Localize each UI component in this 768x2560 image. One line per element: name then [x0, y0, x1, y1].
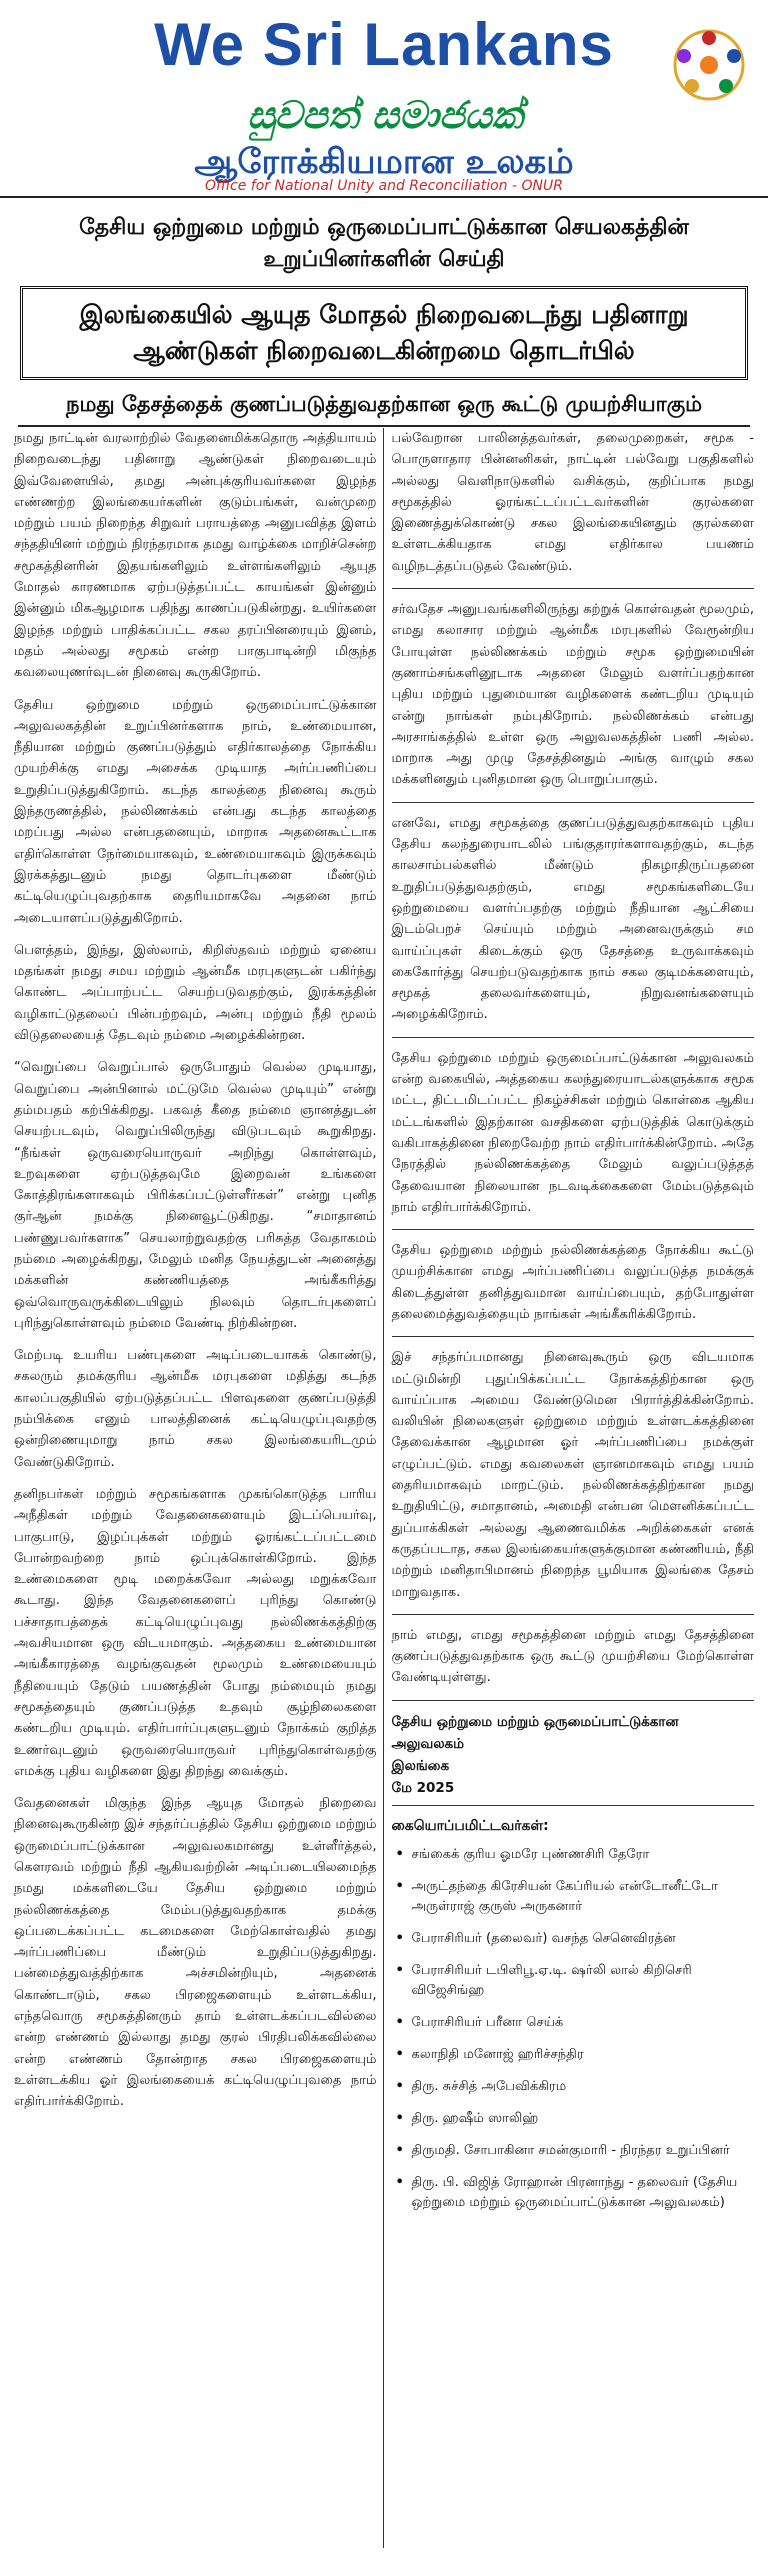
title-line-1: தேசிய ஒற்றுமை மற்றும் ஒருமைப்பாட்டுக்கான செயலகத்தின் — [79, 215, 689, 240]
signatory: • பேராசிரியர் (தலைவர்) வசந்த செனெவிரத்ன — [392, 1929, 755, 1949]
right-column — [384, 428, 755, 2548]
paragraph: மேற்படி உயரிய பண்புகளை அடிப்படையாகக் கொண்டு, சகலரும் தமக்குரிய ஆன்மீக மரபுகளை மதித்து கடந்த காலப்பகுதியில் ஏற்படுத்தப்பட்ட பிளவுகளை குணப்படுத்தி நம்பிக்கை எனும் பாலத்தினைக் கட்டியெழுப்புவதற்கு ஒன்றிணையுமாறு நாம் சகல இலங்கையரிடமும் வேண்டுகிறோம். — [14, 1348, 377, 1470]
org-name-line-1: தேசிய ஒற்றுமை மற்றும் ஒருமைப்பாட்டுக்கான — [391, 1713, 679, 1730]
signature-block — [392, 1711, 755, 1799]
tamil-logo-text: ஆரோக்கியமான உலகம் — [194, 142, 574, 182]
signatory: • திருமதி. சோபாகினா சமன்குமாரி - நிரந்தர உறுப்பினர் — [392, 2141, 755, 2161]
unity-hands-logo-icon — [670, 26, 748, 104]
article-columns — [14, 428, 754, 2548]
brand-title: We Sri Lankans — [154, 11, 614, 78]
signatory: • திரு. சுச்சித் அபேவிக்கிரம — [392, 2077, 755, 2097]
paragraph: நாம் எமது, எமது சமூகத்தினை மற்றும் எமது தேசத்தினை குணப்படுத்துவதற்காக ஒரு கூட்டு முயற்சியை மேற்கொள்ள வேண்டியுள்ளது. — [391, 1627, 754, 1686]
masthead — [0, 0, 768, 198]
paragraph: தேசிய ஒற்றுமை மற்றும் ஒருமைப்பாட்டுக்கான அலுவலகம் என்ற வகையில், அத்தகைய கலந்துரையாடல்களுக்காக சமூக மட்ட, திட்டமிடப்பட்ட நிகழ்ச்சிகள் மற்றும் கொள்கை ஆகிய மட்டங்களில் இதற்கான வசதிகளை ஏற்படுத்திக் கொடுக்கும் வகிபாகத்தினை நிறைவேற்ற நாம் எதிர்பார்க்கின்றோம். அதே நேரத்தில் நல்லிணக்கத்தை மேலும் வலுப்படுத்தத் தேவையான நிலையான நடவடிக்கைகளை மேம்படுத்தவும் நாம் எதிர்பார்க்கிறோம். — [391, 1050, 754, 1215]
divider — [392, 1037, 755, 1038]
paragraph: தனிநபர்கள் மற்றும் சமூகங்களாக முகங்கொடுத்த பாரிய அநீதிகள் மற்றும் வேதனைகளையும் இடப்பெயர்வு, பாகுபாடு, இழப்புக்கள் மற்றும் ஓரங்கட்டப்பட்டமை போன்றவற்றை நாம் ஒப்புக்கொள்கிறோம். இந்த உண்மைகளை மூடி மறைக்கவோ அல்லது மறுக்கவோ கூடாது. இந்த வேதனைகளைப் புரிந்து கொண்டு பச்சாதாபத்தைக் கட்டியெழுப்புவது நல்லிணக்கத்திற்கு அவசியமான ஒரு விடயமாகும். அத்தகைய உண்மையான அங்கீகாரத்தை வழங்குவதன் மூலமும் உண்மையையும் நீதியையும் தேடும் பயணத்தின் போது நம்மையும் நமது சமூகத்தையும் குணப்படுத்த உதவும் சூழ்நிலைகளை கண்டறிய முடியும். எதிர்பார்ப்புகளுடனும் நோக்கம் குறித்த உணர்வுடனும் ஒருவரையொருவர் புரிந்துகொள்வதற்கு எமக்கு புதிய வழிகளை இது திறந்து வைக்கும். — [14, 1486, 377, 1779]
paragraph: வேதனைகள் மிகுந்த இந்த ஆயுத மோதல் நிறைவை நினைவுகூருகின்ற இச் சந்தர்ப்பத்தில் தேசிய ஒற்றுமை மற்றும் ஒருமைப்பாட்டுக்கான அலுவலகமானது உள்ளீர்த்தல், கௌரவம் மற்றும் நீதி ஆகியவற்றின் அடிப்படையிலமைந்த நமது மக்களிடையே தேசிய ஒற்றுமை மற்றும் நல்லிணக்கத்தை மேம்படுத்துவதற்காக தமக்கு ஒப்படைக்கப்பட்ட கடமைகளை மேற்கொள்வதில் தமது அர்ப்பணிப்பை மீண்டும் உறுதிப்படுத்துகிறது. பன்மைத்துவத்திற்காக அச்சமின்றியும், அதனைக் கொண்டாடும், சகல பிரஜைகளையும் உள்ளடக்கிய, எந்தவொரு சமூகத்தினரும் தாம் உள்ளடக்கப்படவில்லை என்ற எண்ணம் இல்லாது தமது குரல் பிரதிபலிக்கவில்லை என்ற எண்ணம் தோன்றாத சகல பிரஜைகளையும் உள்ளடக்கிய ஓர் இலங்கையைக் கட்டியெழுப்புவதை நாம் எதிர்பார்க்கிறோம். — [14, 1796, 377, 2110]
divider — [392, 1614, 755, 1615]
org-name-line-2: அலுவலகம் — [391, 1735, 465, 1752]
paragraph: தேசிய ஒற்றுமை மற்றும் நல்லிணக்கத்தை நோக்கிய கூட்டு முயற்சிக்கான எமது அர்ப்பணிப்பை வலுப்படுத்த நமக்குக் கிடைத்துள்ள தனித்துவமான வாய்ப்பையும், தற்போதுள்ள தலைமைத்துவத்தையும் நாங்கள் அங்கீகரிக்கிறோம். — [391, 1243, 754, 1322]
signatory: • திரு. பி. விஜித் ரோஹான் பிரனாந்து - தலைவர் (தேசிய ஒற்றுமை மற்றும் ஒருமைப்பாட்டுக்கான அலுவலகம்) — [392, 2173, 755, 2213]
signatory: • கலாநிதி மனோஜ் ஹரிச்சந்திர — [392, 2045, 755, 2065]
country: இலங்கை — [391, 1757, 450, 1774]
sinhala-logo-text: සුවපත් සමාජයක් — [247, 92, 523, 137]
divider — [392, 1229, 755, 1230]
paragraph: சர்வதேச அனுபவங்களிலிருந்து கற்றுக் கொள்வதன் மூலமும், எமது கலாசார மற்றும் ஆன்மீக மரபுகளில் வேரூன்றிய போயுள்ள நல்லிணக்கம் மற்றும் சமூக ஒற்றுமையின் குணாம்சங்களினூடாக அதனை மேலும் வளர்ப்பதற்கான புதிய மற்றும் புதுமையான வழிகளைக் கண்டறிய முடியும் என்று நாங்கள் நம்புகிறோம். நல்லிணக்கம் என்பது அரசாங்கத்தில் உள்ள ஒரு அலுவலகத்தின் பணி அல்ல. மாறாக அது முழு தேசத்தினதும் அங்கு வாழும் சகல மக்களினதும் புனிதமான ஒரு பொறுப்பாகும். — [391, 602, 754, 788]
subheading: நமது தேசத்தைக் குணப்படுத்துவதற்கான ஒரு கூட்டு முயற்சியாகும் — [18, 392, 750, 427]
banner-line-2: ஆண்டுகள் நிறைவடைகின்றமை தொடர்பில் — [133, 336, 635, 365]
banner-line-1: இலங்கையில் ஆயுத மோதல் நிறைவடைந்து பதினாறு — [79, 300, 689, 329]
paragraph: பல்வேறான பாலினத்தவர்கள், தலைமுறைகள், சமூக - பொருளாதார பின்னனிகள், நாட்டின் பல்வேறு பகுதிகளில் அல்லது வெளிநாடுகளில் வசிக்கும், குறிப்பாக நமது சமூகத்தில் ஓரங்கட்டப்பட்டவர்களின் குரல்களை இணைத்துக்கொண்டு சகல இலங்கையினதும் குரல்களை உள்ளடக்கியதாக எமது எதிர்கால பயணம் வழிநடத்தப்படுதல் வேண்டும். — [391, 431, 754, 574]
headline-banner — [20, 286, 748, 380]
signatory: • பேராசிரியர் பரீனா செய்க் — [392, 2013, 755, 2033]
left-column — [14, 428, 384, 2548]
signatories-list — [392, 1845, 755, 2213]
paragraph: எனவே, எமது சமூகத்தை குணப்படுத்துவதற்காகவும் புதிய தேசிய கலந்துரையாடலில் பங்குதாரர்களாவதற்கும், கடந்த காலசாம்பல்களில் மீண்டும் நிகழாதிருப்பதனை உறுதிப்படுத்துவதற்கும், எமது சமூகங்களிடையே ஒற்றுமையை வளர்ப்பதற்கு மற்றும் நீதியான ஆட்சியை இடம்பெறச் செய்யும் மற்றும் அனைவருக்கும் சம வாய்ப்புகள் கிடைக்கும் ஒரு தேசத்தை உருவாக்கவும் கைகோர்த்து செயற்படுவதற்காக நாம் சகல குடிமக்களையும், சமூகத் தலைவர்களையும், நிறுவனங்களையும் அழைக்கிறோம். — [391, 815, 754, 1023]
divider — [392, 1336, 755, 1337]
divider — [392, 802, 755, 803]
document-title — [20, 212, 748, 276]
divider — [392, 1805, 755, 1806]
paragraph: தேசிய ஒற்றுமை மற்றும் ஒருமைப்பாட்டுக்கான அலுவலகத்தின் உறுப்பினர்களாக நாம், உண்மையான, நீதியான மற்றும் குணப்படுத்தும் எதிர்காலத்தை நோக்கிய முயற்சிக்கு எமது அசைக்க முடியாத அர்ப்பணிப்பை உறுதிப்படுத்துகிறோம். கடந்த காலத்தை நினைவு கூரும் இந்தருணத்தில், நல்லிணக்கம் என்பது கடந்த காலத்தை மறப்பது அல்ல என்பதனையும், மாறாக அதனைகூட்டாக எதிர்கொள்ள நேர்மையாகவும், உண்மையாகவும் இருக்கவும் இரக்கத்துடனும் நமது தொடர்புகளை மீண்டும் கட்டியெழுப்புவதற்காக தைரியமாகவே அதனை நாம் அடையாளப்படுத்துகிறோம். — [14, 697, 377, 926]
office-name: Office for National Unity and Reconciliation - ONUR — [205, 178, 563, 194]
divider — [392, 588, 755, 589]
signatories-title: கையொப்பமிட்டவர்கள்: — [391, 1817, 549, 1834]
paragraph: “வெறுப்பை வெறுப்பால் ஒருபோதும் வெல்ல முடியாது, வெறுப்பை அன்பினால் மட்டுமே வெல்ல முடியும்” என்று தம்மபதம் கற்பிக்கிறது. பகவத் கீதை நம்மை ஞானத்துடன் செயற்படவும், வெறுப்பிலிருந்து விடுபடவும் கூறுகிறது. “நீங்கள் ஒருவரையொருவர் அறிந்து கொள்ளவும், உறவுகளை ஏற்படுத்தவுமே இறைவன் உங்களை கோத்திரங்களாகவும் பிரிக்கப்பட்டுள்ளீர்கள்” என்று புனித குர்ஆன் நமக்கு நினைவூட்டுகிறது. “சமாதானம் பண்ணுபவர்களாக” செயலாற்றுவதற்கு பரிசுத்த வேதாகமம் நம்மை அழைக்கிறது, மேலும் மனித நேயத்துடன் அனைத்து மக்களின் கண்ணியத்தை அங்கீகரித்து ஒவ்வொருவருக்கிடையிலும் நிலவும் தொடர்புகளைப் புரிந்துகொள்ளவும் நம்மை வேண்டி நிற்கின்றன. — [14, 1060, 377, 1331]
divider — [392, 1700, 755, 1701]
signatory: • அருட்தந்தை கிரேசியன் கேப்ரியல் என்டோனீட்டோ அருள்ராஜ் குருஸ் அருகனார் — [392, 1877, 755, 1917]
paragraph: நமது நாட்டின் வரலாற்றில் வேதனைமிக்கதொரு அத்தியாயம் நிறைவடைந்து பதினாறு ஆண்டுகள் நிறைவடையும் இவ்வேளையில், தமது அன்புக்குரியவர்களை இழந்த எண்ணற்ற இலங்கையர்களின் குடும்பங்கள், வன்முறை மற்றும் பயம் நிறைந்த சிறுவர் பராயத்தை அனுபவித்த இளம் சந்ததியினர் மற்றும் நிரந்தரமாக தமது வாழ்க்கை மாறிச்சென்ற சமூகத்தினரின் இதயங்களிலும் உள்ளங்களிலும் ஆயுத மோதல் காரணமாக ஏற்படுத்தப்பட்ட காயங்கள் இன்னும் இன்னும் மிகஆழமாக பதிந்து காணப்படுகின்றது. உயிர்களை இழந்த மற்றும் பாதிக்கப்பட்ட சகல தரப்பினரையும் இனம், மதம் அல்லது சமூகம் என்ற பாகுபாடின்றி மிகுந்த கவலையுணர்வுடன் நினைவு கூருகிறோம். — [14, 431, 377, 681]
date: மே 2025 — [391, 1779, 455, 1796]
signatory: • பேராசிரியர் டபிளிபூ.ஏ.டி. ஷர்லி லால் கிறிசெரி விஜேசிங்ஹ — [392, 1961, 755, 2001]
signatory: • சங்கைக் குரிய ஓமரே புண்ணசிரி தேரோ — [392, 1845, 755, 1865]
paragraph: பௌத்தம், இந்து, இஸ்லாம், கிறிஸ்தவம் மற்றும் ஏனைய மதங்கள் நமது சமய மற்றும் ஆன்மீக மரபுகளுடன் பகிர்ந்து கொண்ட அப்பாற்பட்ட செயற்படுவதற்கும், இரக்கத்தின் வழிகாட்டுதலைப் பின்பற்றவும், அன்பு மற்றும் நீதி மூலம் விடுதலையைத் தேடவும் நம்மை அழைக்கின்றன. — [14, 942, 377, 1044]
title-line-2: உறுப்பினர்களின் செய்தி — [263, 247, 505, 272]
paragraph: இச் சந்தர்ப்பமானது நினைவுகூரும் ஒரு விடயமாக மட்டுமின்றி புதுப்பிக்கப்பட்ட நோக்கத்திற்கான ஒரு வாய்ப்பாக அமைய வேண்டுமென பிரார்த்திக்கின்றோம். வலியின் நிலைகளுள் ஒற்றுமை மற்றும் உள்ளடக்கத்தினை தேவைக்கான ஆழமான ஓர் அர்ப்பணிப்பை நமக்குள் எழுப்பட்டும். எமது கவலைகள் ஞானமாகவும் எமது பயம் தைரியமாகவும் மாறட்டும். நல்லிணக்கத்திற்கான நமது உறுதியிட்டு, சமாதானம், அமைதி என்பன மௌனிக்கப்பட்ட துப்பாக்கிகள் அல்லது ஆணைவமிக்க அறிக்கைகள் எனக் கருதப்படாத, சகல இலங்கையர்களுக்குமான கண்ணியம், நீதி மற்றும் மனிதாபிமானம் நிறைந்த பூமியாக இலங்கை தேசம் மாறுவதாக. — [391, 1350, 754, 1600]
signatory: • திரு. ஹஷீம் ஸாலிஹ் — [392, 2109, 755, 2129]
